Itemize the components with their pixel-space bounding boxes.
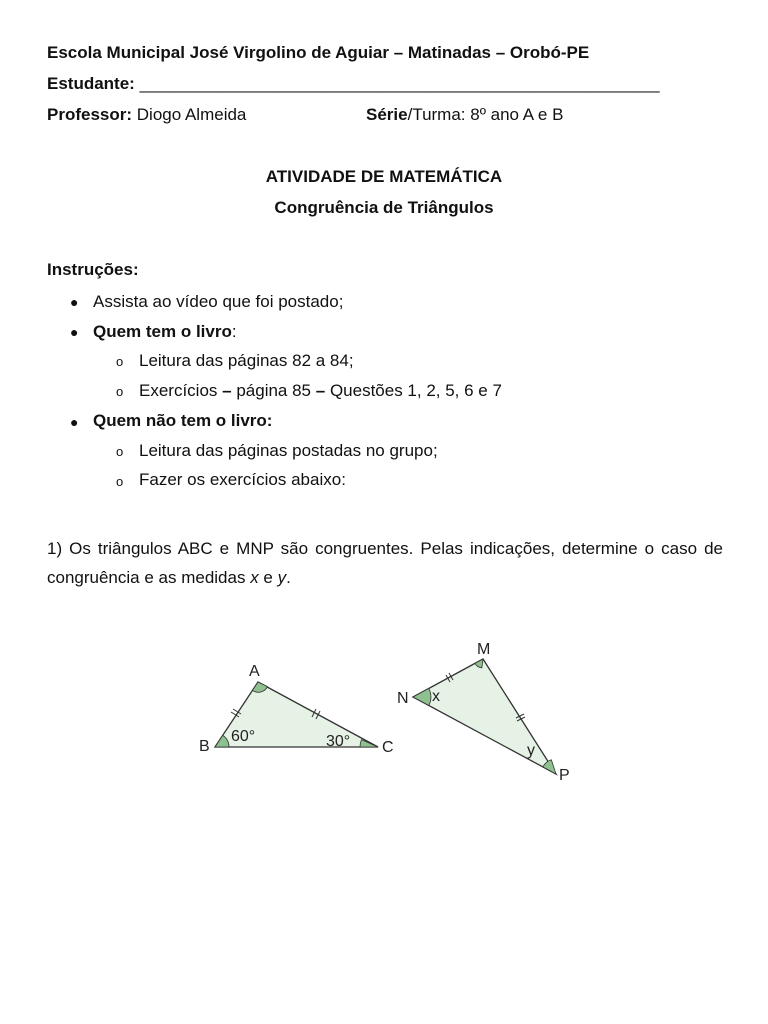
activity-title: ATIVIDADE DE MATEMÁTICA xyxy=(265,167,503,186)
bullet-icon: ● xyxy=(70,414,79,430)
instruction-subitem: Fazer os exercícios abaixo: xyxy=(139,470,346,489)
label-b: B xyxy=(199,738,210,755)
circle-bullet-icon: o xyxy=(116,384,124,399)
angle-p-label: y xyxy=(527,742,535,759)
instruction-subitem: Leitura das páginas 82 a 84; xyxy=(139,351,354,370)
label-c: C xyxy=(382,739,394,756)
angle-c-mark xyxy=(360,740,378,747)
label-m: M xyxy=(477,641,491,658)
grade-label: Série/Turma: xyxy=(366,105,466,124)
angle-c-label: 30° xyxy=(326,733,351,750)
grade-value: 8º ano A e B xyxy=(470,105,564,124)
teacher-name: Diogo Almeida xyxy=(136,105,247,124)
circle-bullet-icon: o xyxy=(116,474,124,489)
question-1-text: 1) Os triângulos ABC e MNP são congruentes. Pelas indicações, determine o caso de congruência e as medidas x e y. xyxy=(47,539,723,587)
teacher-line xyxy=(47,105,246,125)
angle-n-label: x xyxy=(432,688,440,705)
teacher-label: Professor: xyxy=(47,105,133,124)
instruction-subitem: Leitura das páginas postadas no grupo; xyxy=(139,441,438,460)
student-label: Estudante: xyxy=(47,74,135,93)
instruction-item: Quem tem o livro: xyxy=(93,322,237,341)
label-a: A xyxy=(249,663,260,680)
bullet-icon: ● xyxy=(70,324,79,340)
angle-n-mark xyxy=(413,688,431,705)
student-blank: _______________________________________________________ xyxy=(139,74,660,93)
school-name: Escola Municipal José Virgolino de Aguiar – Matinadas – Orobó-PE xyxy=(47,43,590,62)
instruction-item: Quem não tem o livro: xyxy=(93,411,273,430)
activity-subtitle: Congruência de Triângulos xyxy=(274,198,494,217)
label-n: N xyxy=(397,690,409,707)
circle-bullet-icon: o xyxy=(116,444,124,459)
grade-line xyxy=(366,105,563,125)
instruction-subitem: Exercícios – página 85 – Questões 1, 2, 5, 6 e 7 xyxy=(139,381,502,400)
label-p: P xyxy=(559,767,570,784)
student-line xyxy=(47,74,660,94)
instructions-label: Instruções: xyxy=(47,260,139,279)
angle-b-label: 60° xyxy=(231,728,256,745)
triangles-figure xyxy=(190,635,590,790)
bullet-icon: ● xyxy=(70,294,79,310)
instruction-item: Assista ao vídeo que foi postado; xyxy=(93,292,344,311)
school-header xyxy=(47,43,589,63)
circle-bullet-icon: o xyxy=(116,354,124,369)
